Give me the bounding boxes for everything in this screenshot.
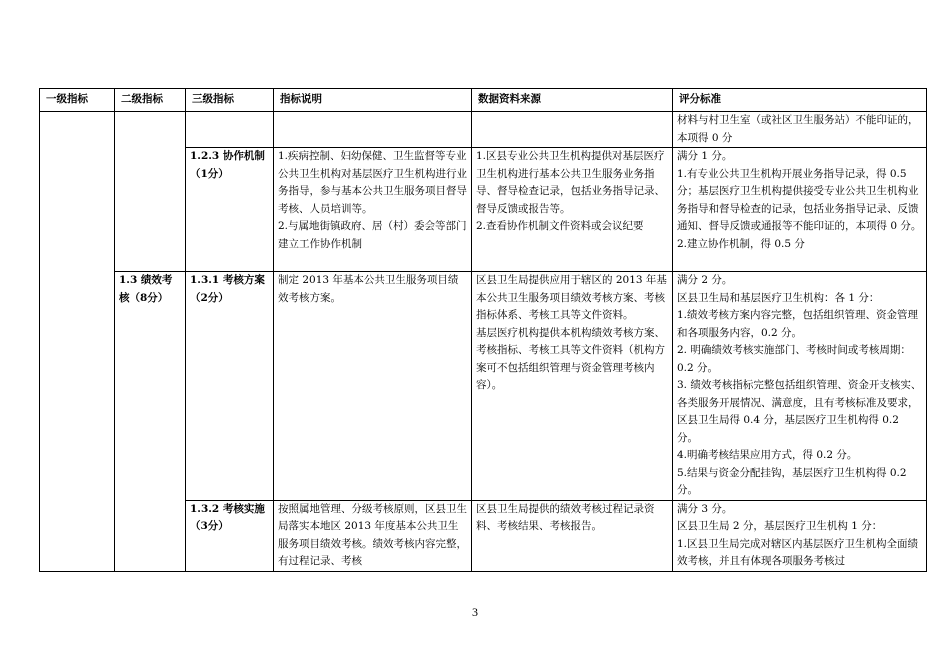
description-cell [274,272,472,501]
source-line: 2.查看协作机制文件资料或会议纪要 [476,220,644,232]
level3-cell [186,112,274,148]
scoring-cell [673,112,927,148]
header-scoring: 评分标准 [673,89,927,112]
scoring-cell [673,500,927,571]
scoring-line: 区县卫生局和基层医疗卫生机构：各 1 分： [677,291,880,304]
level1-cell [40,112,115,572]
source-cell [472,500,673,571]
source-cell [472,148,673,272]
level2-cell: 1.3 绩效考核（8分） [115,272,186,572]
header-row [40,89,927,112]
header-level3: 三级指标 [186,89,274,112]
scoring-line: 2. 明确绩效考核实施部门、考核时间或考核周期：0.2 分。 [677,344,911,374]
source-cell [472,272,673,501]
header-description: 指标说明 [274,89,472,112]
source-line: 区县卫生局提供的绩效考核过程记录资料、考核结果、考核报告。 [476,502,655,532]
table-row [40,272,927,501]
scoring-line: 1.绩效考核方案内容完整，包括组织管理、资金管理和各项服务内容，0.2 分。 [677,309,919,339]
level3-cell: 1.2.3 协作机制（1分） [186,148,274,272]
scoring-cell [673,272,927,501]
source-line: 区县卫生局提供应用于辖区的 2013 年基本公共卫生服务项目绩效考核方案、考核指标体系、考核工具等文件资料。 [476,274,667,321]
scoring-line: 区县卫生局 2 分，基层医疗卫生机构 1 分： [677,520,883,532]
description-cell [274,500,472,571]
scoring-line: 满分 1 分。 [677,150,733,162]
scoring-line: 1.有专业公共卫生机构开展业务指导记录，得 0.5 分；基层医疗卫生机构提供接受专业公共卫生机构业务指导和督导检查的记录，包括业务指导记录、反馈通知、督导反馈或通报等不能印证的，本项得 0 分。 [677,167,922,232]
scoring-line: 材料与村卫生室（或社区卫生服务站）不能印证的，本项得 0 分 [677,114,919,144]
scoring-line: 满分 2 分。 [677,274,733,286]
assessment-table [39,88,927,572]
scoring-line: 满分 3 分。 [677,502,733,515]
level2-cell [115,112,186,272]
level3-cell: 1.3.1 考核方案（2分） [186,272,274,501]
scoring-line: 4.明确考核结果应用方式，得 0.2 分。 [677,449,858,461]
description-line: 1.疾病控制、妇幼保健、卫生监督等专业公共卫生机构对基层医疗卫生机构进行业务指导，参与基本公共卫生服务项目督导考核、人员培训等。 [278,150,467,215]
scoring-line: 5.结果与资金分配挂钩，基层医疗卫生机构得 0.2 分。 [677,466,907,496]
description-cell [274,112,472,148]
page-number: 3 [472,605,478,619]
header-level1: 一级指标 [40,89,115,112]
description-cell [274,148,472,272]
source-line: 基层医疗机构提供本机构绩效考核方案、考核指标、考核工具等文件资料（机构方案可不包括组织管理与资金管理考核内容）。 [476,326,665,391]
scoring-line: 1.区县卫生局完成对辖区内基层医疗卫生机构全面绩效考核，并且有体现各项服务考核过 [677,537,919,567]
scoring-line: 3. 绩效考核指标完整包括组织管理、资金开支核实、各类服务开展情况、满意度，且有考核标准及要求，区县卫生局得 0.4 分，基层医疗卫生机构得 0.2 分。 [677,379,922,444]
description-line: 按照属地管理、分级考核原则，区县卫生局落实本地区 2013 年度基本公共卫生服务项目绩效考核。绩效考核内容完整，有过程记录、考核 [278,502,467,567]
header-data-source: 数据资料来源 [472,89,673,112]
header-level2: 二级指标 [115,89,186,112]
description-line: 2.与属地街镇政府、居（村）委会等部门建立工作协作机制 [278,220,467,250]
source-line: 1.区县专业公共卫生机构提供对基层医疗卫生机构进行基本公共卫生服务业务指导、督导检查记录，包括业务指导记录、督导反馈或报告等。 [476,150,665,215]
source-cell [472,112,673,148]
table-row [40,112,927,148]
scoring-line: 2.建立协作机制，得 0.5 分 [677,237,805,250]
level3-cell: 1.3.2 考核实施（3分） [186,500,274,571]
description-line: 制定 2013 年基本公共卫生服务项目绩效考核方案。 [278,274,459,304]
scoring-cell [673,148,927,272]
